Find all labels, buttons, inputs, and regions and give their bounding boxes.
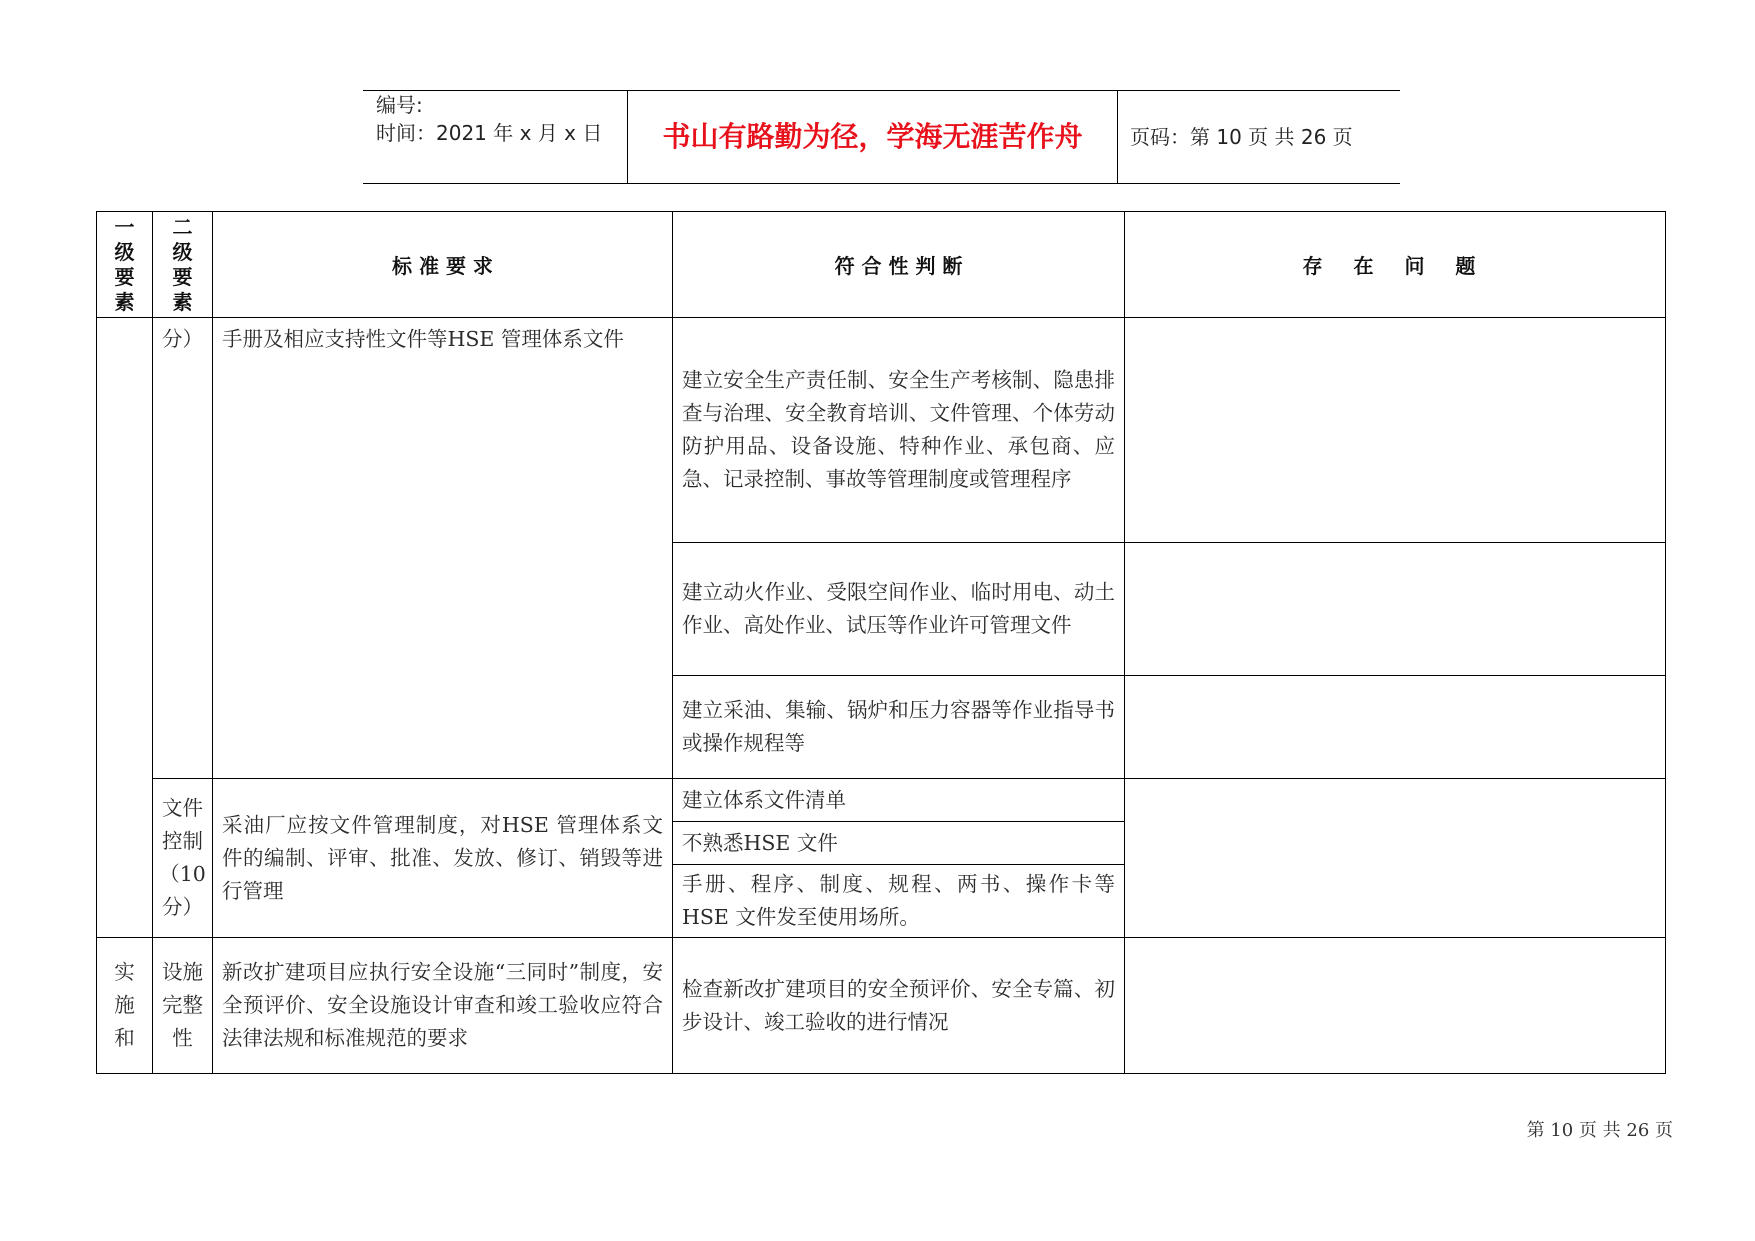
level2-cell xyxy=(153,318,213,779)
level2-text: 分） xyxy=(162,327,203,351)
header-label-standard: 标 准 要 求 xyxy=(392,254,493,278)
compliance-text: 检查新改扩建项目的安全预评价、安全专篇、初步设计、竣工验收的进行情况 xyxy=(682,976,1115,1034)
header-cell-level1 xyxy=(97,212,153,318)
compliance-text: 建立体系文件清单 xyxy=(682,787,846,812)
header-label-level1: 一级要素 xyxy=(114,214,135,314)
header-cell-level2 xyxy=(153,212,213,318)
level2-text: 文件控制（10分） xyxy=(159,796,206,919)
issue-cell xyxy=(1125,543,1666,676)
header-page-info: 页码：第 10 页 共 26 页 xyxy=(1130,125,1353,149)
header-label-compliance: 符 合 性 判 断 xyxy=(834,254,963,278)
header-label-level2: 二级要素 xyxy=(172,214,193,314)
level2-cell xyxy=(153,938,213,1074)
level2-text: 设施完整性 xyxy=(162,960,203,1050)
header-cell-issues xyxy=(1125,212,1666,318)
standard-text: 采油厂应按文件管理制度，对HSE 管理体系文件的编制、评审、批准、发放、修订、销毁等进行管理 xyxy=(222,812,663,903)
level2-cell xyxy=(153,779,213,938)
compliance-text: 建立采油、集输、锅炉和压力容器等作业指导书或操作规程等 xyxy=(682,698,1115,755)
header-divider-right xyxy=(1117,90,1118,184)
compliance-text: 建立安全生产责任制、安全生产考核制、隐患排查与治理、安全教育培训、文件管理、个体劳动防护用品、设备设施、特种作业、承包商、应急、记录控制、事故等管理制度或管理程序 xyxy=(682,368,1115,491)
standard-cell xyxy=(213,779,673,938)
compliance-cell xyxy=(673,822,1125,865)
standard-text: 新改扩建项目应执行安全设施“三同时”制度，安全预评价、安全设施设计审查和竣工验收应符合法律法规和标准规范的要求 xyxy=(222,960,663,1050)
header-cell-compliance xyxy=(673,212,1125,318)
compliance-text: 建立动火作业、受限空间作业、临时用电、动土作业、高处作业、试压等作业许可管理文件 xyxy=(682,580,1115,637)
issue-cell xyxy=(1125,938,1666,1074)
standard-text: 手册及相应支持性文件等HSE 管理体系文件 xyxy=(222,327,624,351)
footer-page-info: 第 10 页 共 26 页 xyxy=(1526,1120,1673,1141)
motto: 书山有路勤为径，学海无涯苦作舟 xyxy=(662,120,1083,153)
header-rule-top xyxy=(363,90,1400,91)
header-cell-standard xyxy=(213,212,673,318)
issue-cell xyxy=(1125,779,1666,938)
compliance-text: 不熟悉HSE 文件 xyxy=(682,830,838,855)
level1-text: 实施和 xyxy=(114,960,135,1050)
compliance-cell xyxy=(673,676,1125,779)
assessment-table xyxy=(96,211,1666,1074)
doc-number-label: 编号: xyxy=(376,93,423,117)
compliance-cell xyxy=(673,318,1125,543)
date-line: 时间：2021 年 x 月 x 日 xyxy=(376,121,603,145)
issue-cell xyxy=(1125,676,1666,779)
compliance-text: 手册、程序、制度、规程、两书、操作卡等HSE 文件发至使用场所。 xyxy=(682,872,1115,929)
compliance-cell xyxy=(673,543,1125,676)
standard-cell xyxy=(213,938,673,1074)
level1-cell xyxy=(97,938,153,1074)
level1-cell xyxy=(97,318,153,938)
issue-cell xyxy=(1125,318,1666,543)
standard-cell xyxy=(213,318,673,779)
compliance-cell xyxy=(673,865,1125,938)
header-rule-bottom xyxy=(363,183,1400,184)
header-label-issues: 存 在 问 题 xyxy=(1302,254,1488,278)
compliance-cell xyxy=(673,938,1125,1074)
compliance-cell xyxy=(673,779,1125,822)
